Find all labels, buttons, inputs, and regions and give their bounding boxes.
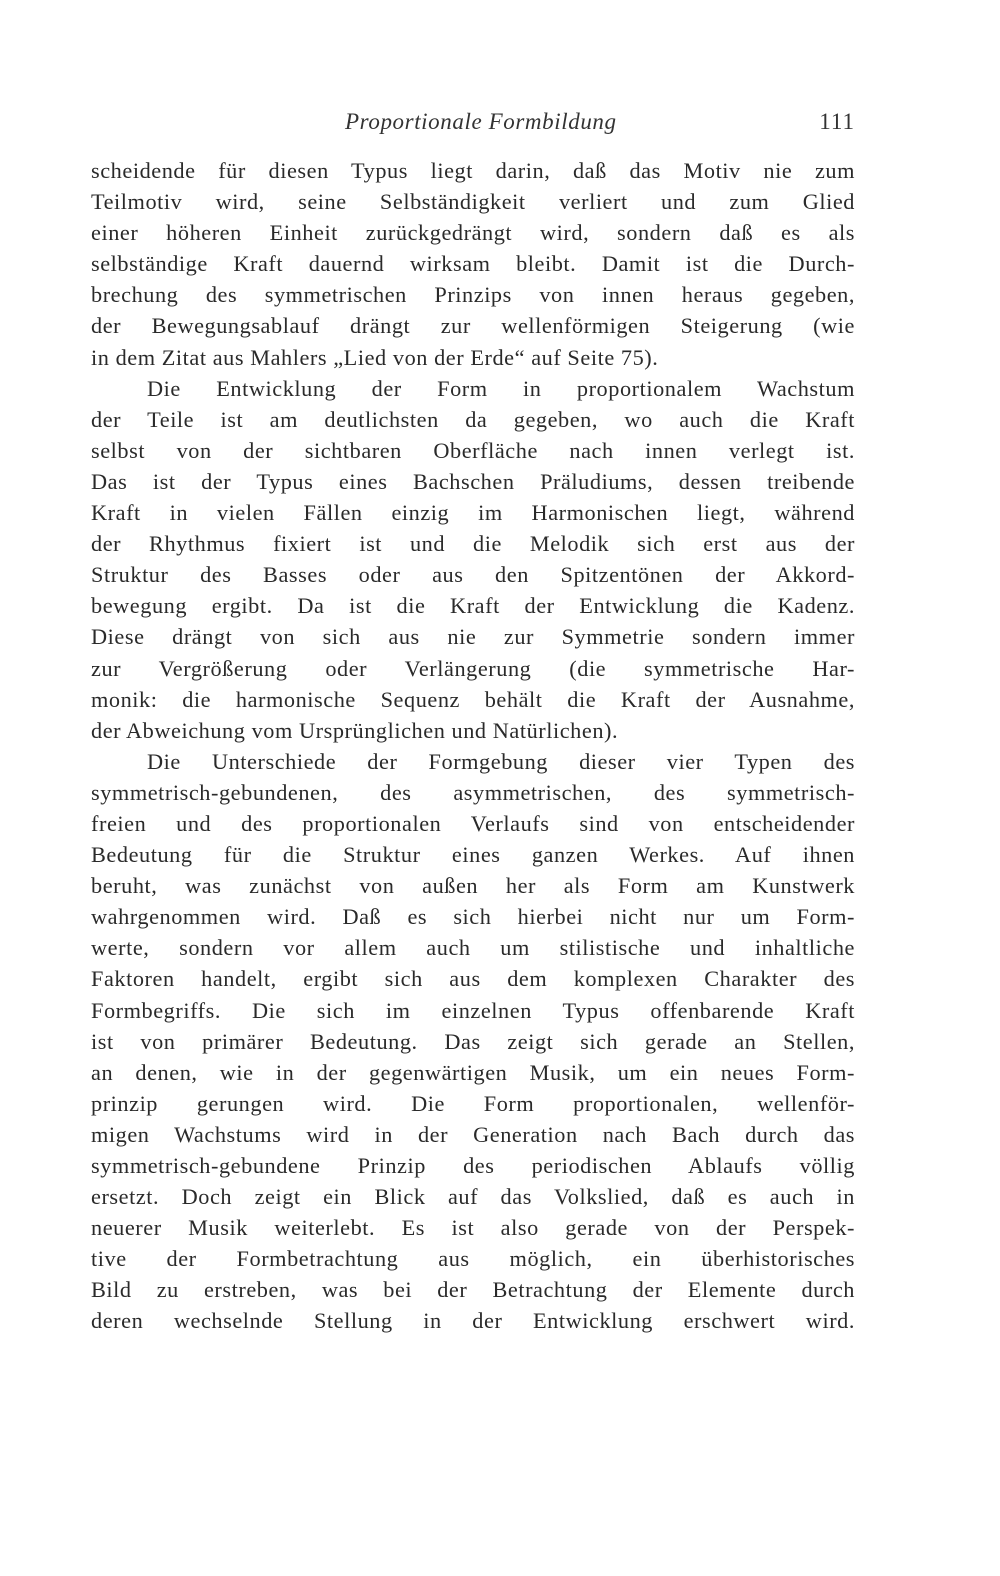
text-line: selbständige Kraft dauernd wirksam bleibt. Damit ist die Durch-	[91, 251, 855, 277]
text-line: werte, sondern vor allem auch um stilistische und inhaltliche	[91, 935, 855, 961]
body-text	[91, 155, 855, 1337]
text-line: zur Vergrößerung oder Verlängerung (die symmetrische Har-	[91, 655, 855, 681]
text-line: Struktur des Basses oder aus den Spitzentönen der Akkord-	[91, 562, 855, 588]
text-line: freien und des proportionalen Verlaufs sind von entscheidender	[91, 810, 855, 836]
text-line: bewegung ergibt. Da ist die Kraft der Entwicklung die Kadenz.	[91, 593, 855, 619]
paragraph-first-line: Die Unterschiede der Formgebung dieser vier Typen des	[147, 748, 855, 774]
text-line: Bild zu erstreben, was bei der Betrachtung der Elemente durch	[91, 1277, 855, 1303]
text-line: wahrgenommen wird. Daß es sich hierbei nicht nur um Form-	[91, 904, 855, 930]
text-line: Das ist der Typus eines Bachschen Präludiums, dessen treibende	[91, 468, 855, 494]
text-line: der Bewegungsablauf drängt zur wellenförmigen Steigerung (wie	[91, 313, 855, 339]
paragraph-first-line: Die Entwicklung der Form in proportionalem Wachstum	[147, 375, 855, 401]
text-line: Diese drängt von sich aus nie zur Symmetrie sondern immer	[91, 624, 855, 650]
text-line: neuerer Musik weiterlebt. Es ist also gerade von der Perspek-	[91, 1215, 855, 1241]
text-line: prinzip gerungen wird. Die Form proportionalen, wellenför-	[91, 1090, 855, 1116]
text-line: in dem Zitat aus Mahlers „Lied von der Erde“ auf Seite 75).	[91, 344, 659, 370]
text-line: symmetrisch-gebundenen, des asymmetrischen, des symmetrisch-	[91, 779, 855, 805]
text-line: Faktoren handelt, ergibt sich aus dem komplexen Charakter des	[91, 966, 855, 992]
text-line: Teilmotiv wird, seine Selbständigkeit verliert und zum Glied	[91, 189, 855, 215]
text-line: ist von primärer Bedeutung. Das zeigt sich gerade an Stellen,	[91, 1028, 855, 1054]
text-line: einer höheren Einheit zurückgedrängt wird, sondern daß es als	[91, 220, 855, 246]
text-line: der Teile ist am deutlichsten da gegeben, wo auch die Kraft	[91, 406, 855, 432]
text-line: Kraft in vielen Fällen einzig im Harmonischen liegt, während	[91, 500, 855, 526]
text-line: an denen, wie in der gegenwärtigen Musik, um ein neues Form-	[91, 1059, 855, 1085]
book-page	[91, 0, 855, 1576]
text-line: Bedeutung für die Struktur eines ganzen Werkes. Auf ihnen	[91, 842, 855, 868]
text-line: beruht, was zunächst von außen her als Form am Kunstwerk	[91, 873, 855, 899]
text-line: brechung des symmetrischen Prinzips von innen heraus gegeben,	[91, 282, 855, 308]
text-line: tive der Formbetrachtung aus möglich, ein überhistorisches	[91, 1246, 855, 1272]
text-line: selbst von der sichtbaren Oberfläche nach innen verlegt ist.	[91, 437, 855, 463]
text-line: migen Wachstums wird in der Generation nach Bach durch das	[91, 1121, 855, 1147]
text-line: scheidende für diesen Typus liegt darin, daß das Motiv nie zum	[91, 158, 855, 183]
text-line: symmetrisch-gebundene Prinzip des periodischen Ablaufs völlig	[91, 1153, 855, 1178]
text-line: der Abweichung vom Ursprünglichen und Natürlichen).	[91, 717, 619, 743]
page-number: 111	[819, 109, 855, 134]
running-title: Proportionale Formbildung	[345, 109, 617, 134]
text-line: monik: die harmonische Sequenz behält die Kraft der Ausnahme,	[91, 686, 855, 712]
running-head	[91, 104, 855, 140]
text-line: ersetzt. Doch zeigt ein Blick auf das Volkslied, daß es auch in	[91, 1184, 855, 1210]
text-line: deren wechselnde Stellung in der Entwicklung erschwert wird.	[91, 1308, 855, 1334]
text-line: Formbegriffs. Die sich im einzelnen Typus offenbarende Kraft	[91, 997, 855, 1023]
text-line: der Rhythmus fixiert ist und die Melodik sich erst aus der	[91, 531, 855, 557]
